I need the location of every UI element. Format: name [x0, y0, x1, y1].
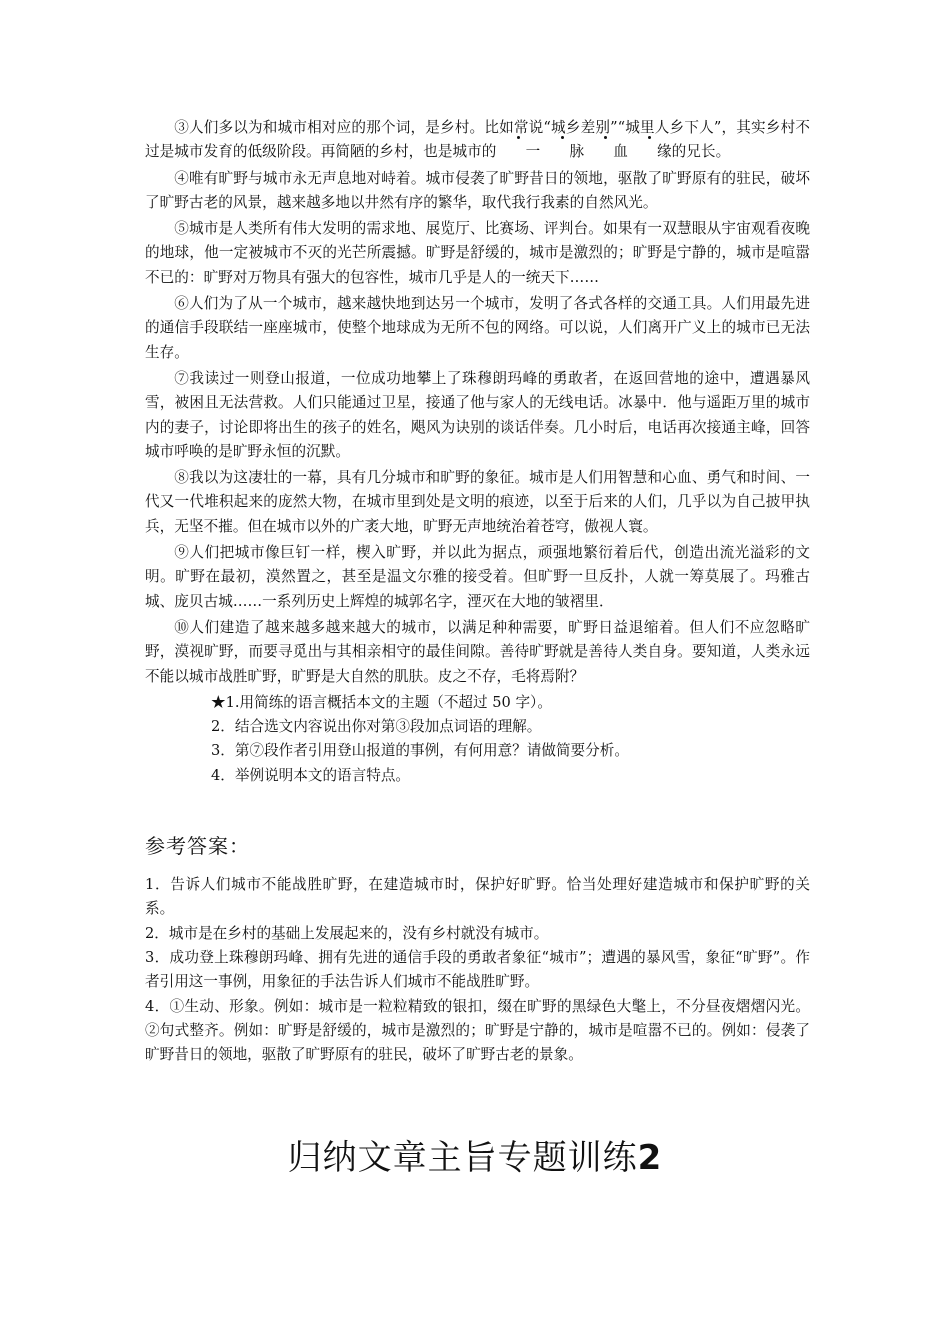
answer-list	[145, 873, 810, 1067]
paragraph-3-tail: 的兄长。	[671, 143, 731, 161]
dotted-phrase	[496, 143, 671, 160]
dotted-char: 脉	[540, 140, 584, 164]
paragraph-7: ⑦我读过一则登山报道，一位成功地攀上了珠穆朗玛峰的勇敢者，在返回营地的途中，遭遇暴风雪，被困且无法营救。人们只能通过卫星，接通了他与家人的无线电话。冰暴中．他与遥距万里的城市内的妻子，讨论即将出生的孩子的姓名，飓风为诀别的谈话伴奏。几小时后，电话再次接通主峰，回答城市呼唤的是旷野永恒的沉默。	[145, 369, 810, 460]
answers-heading: 参考答案：	[145, 834, 250, 859]
answer-item: 2．城市是在乡村的基础上发展起来的，没有乡村就没有城市。	[145, 924, 549, 942]
paragraph-10: ⑩人们建造了越来越多越来越大的城市，以满足种种需要，旷野日益退缩着。但人们不应忽略旷野，漠视旷野，而要寻觅出与其相亲相守的最佳间隙。善待旷野就是善待人类自身。要知道，人类永远不能以城市战胜旷野，旷野是大自然的肌肤。皮之不存，毛将焉附？	[145, 618, 810, 685]
paragraph-4: ④唯有旷野与城市永无声息地对峙着。城市侵袭了旷野昔日的领地，驱散了旷野原有的驻民，破坏了旷野古老的风景，越来越多地以井然有序的繁华，取代我行我素的自然风光。	[145, 169, 810, 211]
answer-item: 3．成功登上珠穆朗玛峰、拥有先进的通信手段的勇敢者象征“城市”；遭遇的暴风雪，象征“旷野”。作者引用这一事例，用象征的手法告诉人们城市不能战胜旷野。	[145, 948, 810, 991]
answer-item: 4．①生动、形象。例如：城市是一粒粒精致的银扣，缀在旷野的黑绿色大氅上，不分昼夜熠熠闪光。②句式整齐。例如：旷野是舒缓的，城市是激烈的；旷野是宁静的，城市是喧嚣不已的。例如：侵袭了旷野昔日的领地，驱散了旷野原有的驻民，破坏了旷野古老的景象。	[145, 997, 810, 1064]
next-section-title	[0, 1130, 950, 1179]
answer-item: 1．告诉人们城市不能战胜旷野，在建造城市时，保护好旷野。恰当处理好建造城市和保护旷野的关系。	[145, 876, 810, 918]
question-item: 3．第⑦段作者引用登山报道的事例，有何用意？请做简要分析。	[211, 742, 629, 760]
question-item: ★1.用简练的语言概括本文的主题（不超过 50 字）。	[211, 693, 552, 711]
paragraph-9: ⑨人们把城市像巨钉一样，楔入旷野，并以此为据点，顽强地繁衍着后代，创造出流光溢彩的文明。旷野在最初，漠然置之，甚至是温文尔雅的接受着。但旷野一旦反扑，人就一筹莫展了。玛雅古城、庞贝古城……一系列历史上辉煌的城郭名字，湮灭在大地的皱褶里．	[145, 544, 810, 610]
dotted-char: 血	[584, 140, 628, 164]
document-body	[145, 116, 810, 1067]
paragraph-6: ⑥人们为了从一个城市，越来越快地到达另一个城市，发明了各式各样的交通工具。人们用最先进的通信手段联结一座座城市，使整个地球成为无所不包的网络。可以说，人们离开广义上的城市已无法生存。	[145, 295, 810, 361]
question-item: 4．举例说明本文的语言特点。	[211, 766, 411, 784]
paragraph-8: ⑧我以为这凄壮的一幕，具有几分城市和旷野的象征。城市是人们用智慧和心血、勇气和时间、一代又一代堆积起来的庞然大物，在城市里到处是文明的痕迹，以至于后来的人们，几乎以为自己披甲执兵，无坚不摧。但在城市以外的广袤大地，旷野无声地统治着苍穹，傲视人寰。	[145, 469, 810, 535]
next-section-title-number: 2	[637, 1138, 663, 1178]
dotted-char: 一	[496, 140, 540, 164]
paragraph-3-text: ③人们多以为和城市相对应的那个词，是乡村。比如常说“城乡差别”“城里人乡下人”，其实乡村不过是城市发育的低级阶段。再简陋的乡村，也是城市的	[145, 119, 810, 161]
question-list	[145, 691, 810, 788]
dotted-char: 缘	[628, 140, 672, 164]
next-section-title-text: 归纳文章主旨专题训练	[287, 1138, 638, 1178]
paragraph-5: ⑤城市是人类所有伟大发明的需求地、展览厅、比赛场、评判台。如果有一双慧眼从宇宙观看夜晚的地球，他一定被城市不灭的光芒所震撼。旷野是舒缓的，城市是激烈的；旷野是宁静的，城市是喧嚣不已的：旷野对万物具有强大的包容性，城市几乎是人的一统天下……	[145, 220, 810, 286]
question-item: 2．结合选文内容说出你对第③段加点词语的理解。	[211, 718, 542, 736]
paragraph-3	[145, 116, 810, 165]
